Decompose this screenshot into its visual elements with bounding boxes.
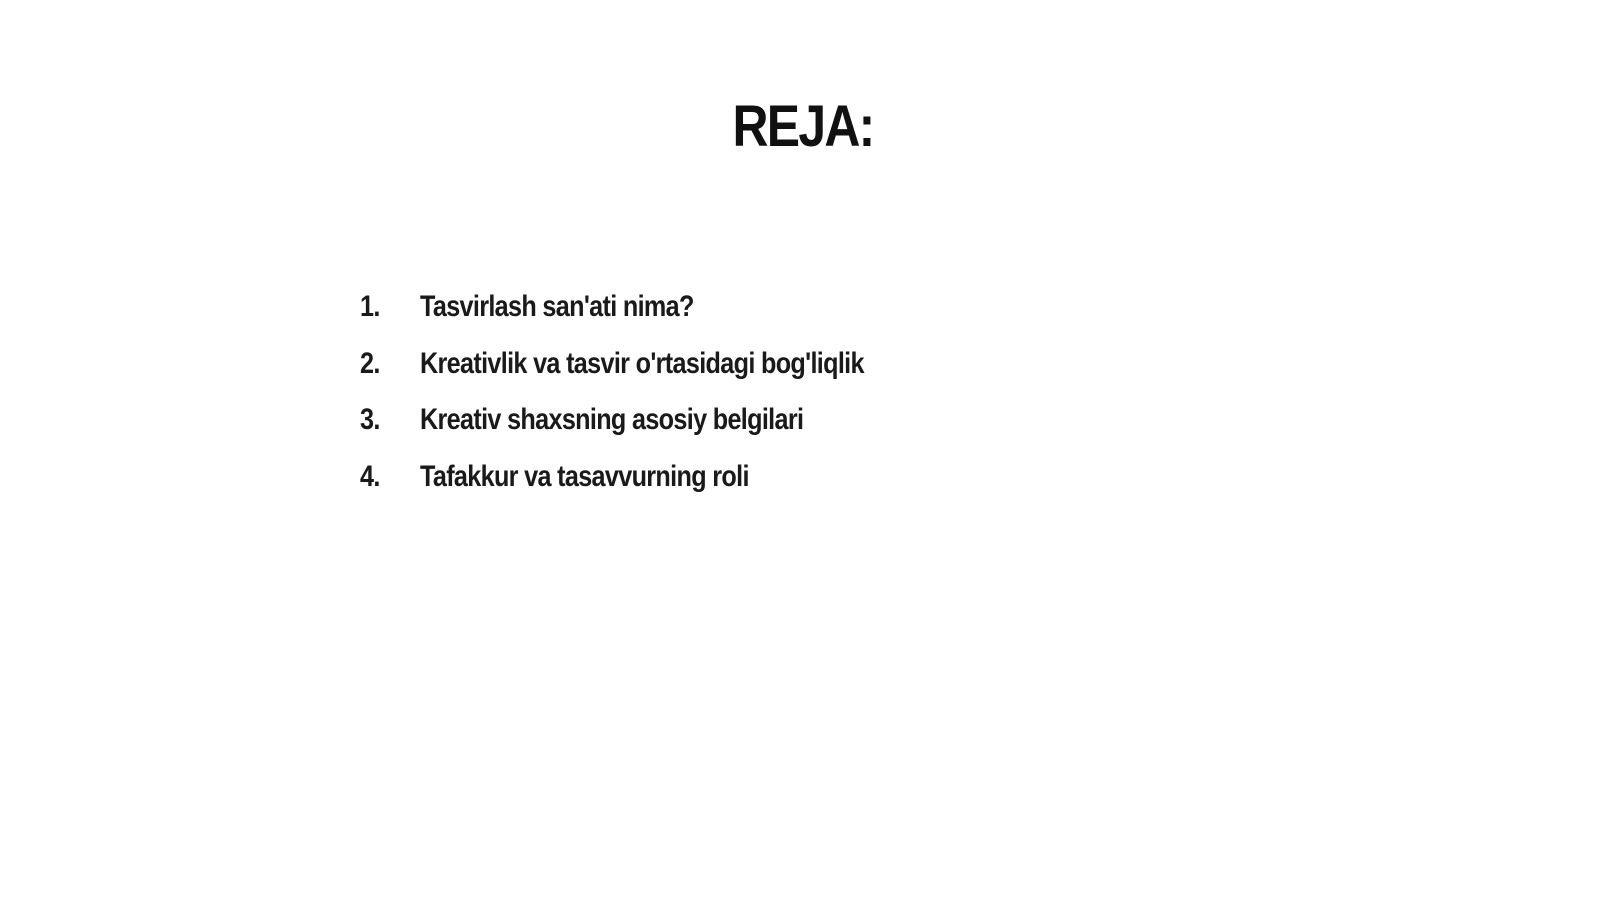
list-item-text: Kreativlik va tasvir o'rtasidagi bog'liqlik (420, 346, 864, 380)
list-item (360, 290, 948, 347)
list-item-text: Tafakkur va tasavvurning roli (420, 459, 749, 493)
list-item (360, 460, 948, 517)
list-item-number: 2. (360, 346, 380, 380)
list-item-number: 4. (360, 459, 380, 493)
slide-title: REJA: (732, 94, 874, 159)
list-item (360, 347, 948, 404)
list-item-text: Tasvirlash san'ati nima? (420, 290, 694, 323)
list-item-number: 1. (360, 290, 380, 323)
list-item (360, 403, 948, 460)
list-item-number: 3. (360, 403, 380, 436)
plan-list (360, 290, 948, 516)
list-item-text: Kreativ shaxsning asosiy belgilari (420, 403, 804, 436)
